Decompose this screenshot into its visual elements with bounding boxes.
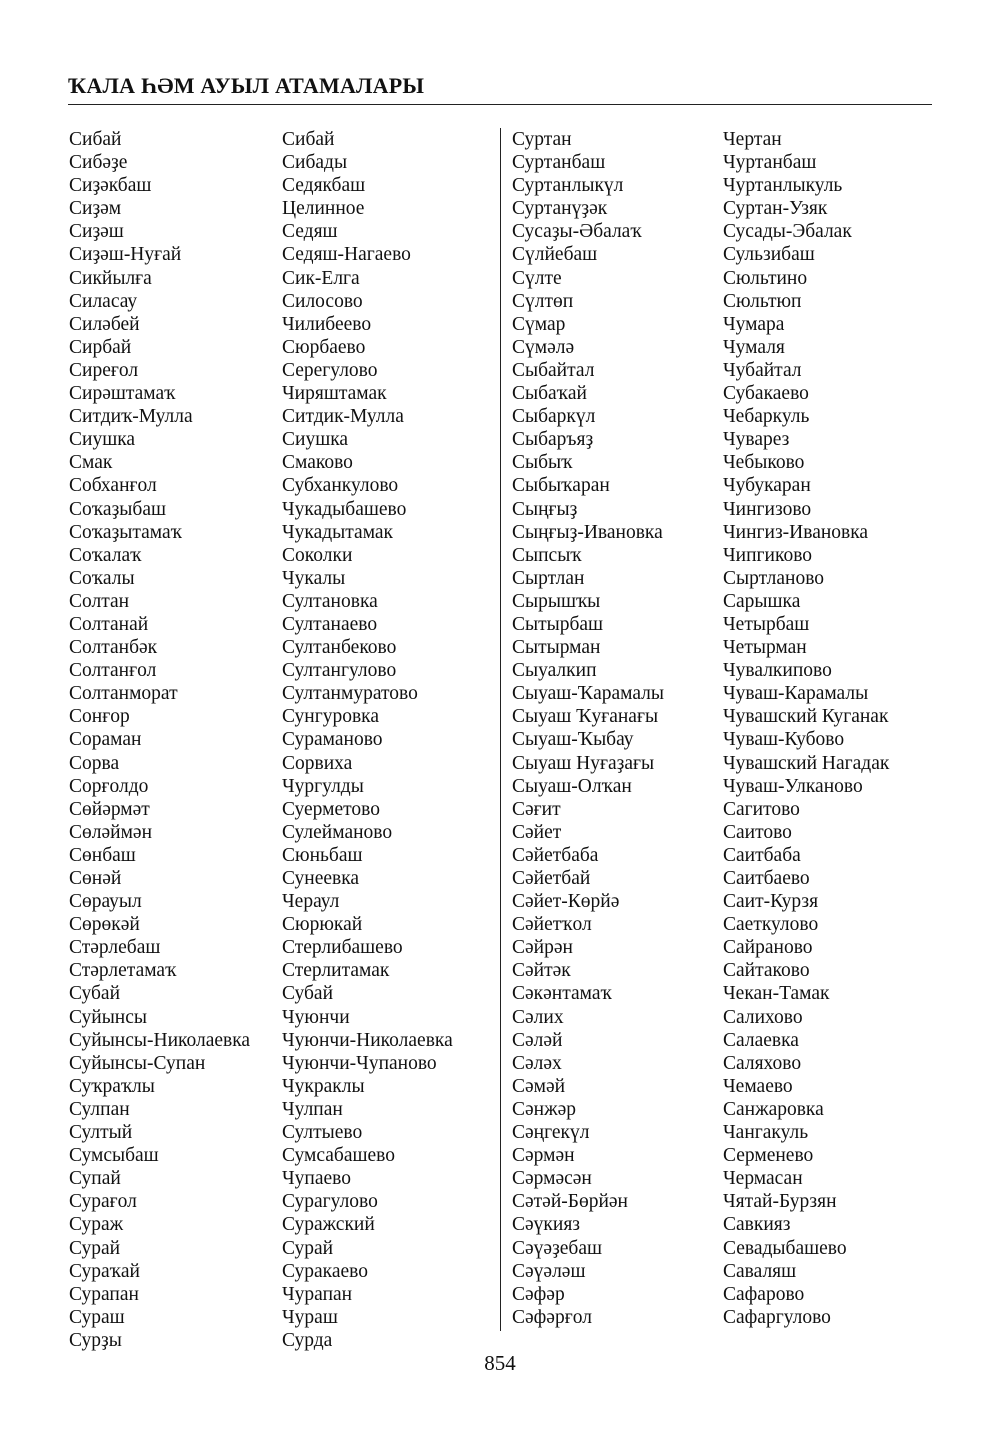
- place-name: Сырышҡы: [512, 590, 601, 612]
- place-name: Сиреғол: [69, 359, 139, 381]
- place-name: Сиҙәм: [69, 198, 122, 220]
- place-name: Сибай: [69, 129, 122, 150]
- place-name: Суртан-Узяк: [723, 198, 828, 220]
- place-name: Чебаркуль: [723, 406, 810, 428]
- place-name: Сәйетҡол: [512, 914, 592, 936]
- place-name: Сәрмәсән: [512, 1168, 592, 1190]
- place-name: Сөрауыл: [69, 891, 142, 913]
- place-name: Сикйылға: [69, 267, 152, 289]
- place-name: Сураманово: [282, 729, 383, 751]
- place-name: Суртан: [512, 129, 572, 150]
- place-name: Сунеевка: [282, 868, 360, 889]
- place-name: Сафаргулово: [723, 1306, 831, 1328]
- place-name: Сәүәләш: [512, 1260, 586, 1282]
- place-name: Сыңғыҙ: [512, 498, 578, 520]
- place-name: Чертан: [723, 129, 782, 150]
- place-name: Сәғит: [512, 798, 561, 820]
- place-name: Сурай: [282, 1237, 334, 1259]
- place-name: Салаевка: [723, 1029, 799, 1051]
- place-name: Сыуаш-Олҡан: [512, 775, 632, 797]
- place-name: Чермасан: [723, 1168, 803, 1190]
- place-name: Санжаровка: [723, 1098, 824, 1120]
- place-name: Сыбыҡаран: [512, 475, 610, 497]
- place-name: Сәүкияз: [512, 1214, 580, 1236]
- place-name: Сурагулово: [282, 1191, 378, 1213]
- place-name: Сыбаръяҙ: [512, 429, 594, 451]
- place-name: Сыпсыҡ: [512, 544, 582, 566]
- place-name: Сөләймән: [69, 821, 153, 843]
- place-name: Чувашский Нагадак: [723, 752, 890, 774]
- place-name: Суҡраҡлы: [69, 1075, 155, 1097]
- place-name: Сураж: [69, 1214, 124, 1236]
- place-name: Сюльтино: [723, 267, 808, 289]
- place-name: Султанбеково: [282, 637, 397, 659]
- place-name: Сусаҙы-Әбалаҡ: [512, 221, 642, 243]
- place-name: Соколки: [282, 544, 353, 566]
- place-name: Чубукаран: [723, 475, 811, 497]
- place-name: Сәнжәр: [512, 1098, 576, 1120]
- place-name: Чуварез: [723, 429, 790, 451]
- page-number: 854: [484, 1351, 516, 1375]
- place-name: Сюньбаш: [282, 844, 363, 866]
- place-name: Чераул: [282, 891, 340, 913]
- place-name: Сурай: [69, 1237, 121, 1259]
- place-name: Силосово: [282, 290, 363, 312]
- place-name: Савкияз: [723, 1214, 791, 1236]
- place-name: Сәңгекүл: [512, 1122, 590, 1144]
- place-name: Саит-Курзя: [723, 891, 819, 913]
- place-name: Сәлих: [512, 1006, 564, 1028]
- place-name: Сорва: [69, 752, 120, 774]
- place-name: Силасау: [69, 290, 138, 312]
- place-name: Сарышка: [723, 590, 801, 612]
- place-name: Седяш-Нагаево: [282, 244, 411, 266]
- place-name: Чуваш-Улканово: [723, 775, 863, 797]
- place-name: Сиҙәкбаш: [69, 175, 152, 197]
- place-name: Сәләх: [512, 1052, 562, 1074]
- place-name: Стәрлебаш: [69, 937, 161, 959]
- place-name: Сыртланово: [723, 567, 825, 589]
- place-name: Чиряштамак: [282, 383, 387, 405]
- place-name: Сюрбаево: [282, 336, 366, 358]
- place-name: Соҡалаҡ: [69, 544, 142, 566]
- place-name: Чукалы: [282, 567, 346, 589]
- place-name: Сәйетбай: [512, 868, 591, 889]
- place-name: Четырбаш: [723, 613, 810, 635]
- place-name: Чангакуль: [723, 1122, 809, 1144]
- place-name: Сибай: [282, 129, 335, 150]
- place-name: Сыбыҡ: [512, 452, 573, 474]
- place-name: Соҡаҙыбаш: [69, 498, 166, 520]
- place-name: Салихово: [723, 1006, 803, 1028]
- place-name: Сыуаш-Ҡыбау: [512, 729, 634, 751]
- place-name: Сөйәрмәт: [69, 798, 150, 820]
- place-name: Смак: [69, 452, 113, 474]
- place-name: Сәтәй-Бөрйән: [512, 1191, 628, 1213]
- place-name: Чувалкипово: [723, 660, 832, 682]
- place-name: Сонғор: [69, 706, 130, 728]
- place-name: Сиҙәш: [69, 221, 124, 243]
- place-name: Сафарово: [723, 1283, 805, 1305]
- place-name: Сыуаш Нуғаҙағы: [512, 752, 655, 774]
- column-russian-left: [282, 128, 453, 1352]
- place-name: Субай: [69, 983, 121, 1005]
- place-name: Сулпан: [69, 1098, 130, 1120]
- column-russian-right: [723, 128, 889, 1329]
- place-name: Сик-Елга: [282, 267, 360, 289]
- place-name: Сәфәр: [512, 1283, 565, 1305]
- place-name: Субай: [282, 983, 334, 1005]
- place-name: Сурапан: [69, 1283, 139, 1305]
- place-name: Серегулово: [282, 359, 378, 381]
- place-name: Сульзибаш: [723, 244, 815, 266]
- place-name: Сәйет: [512, 821, 562, 843]
- place-name: Стәрлетамаҡ: [69, 960, 177, 982]
- place-name: Султановка: [282, 590, 378, 612]
- place-name: Сибәҙе: [69, 152, 128, 174]
- place-name: Чилибеево: [282, 313, 372, 335]
- place-name: Сыуалкип: [512, 660, 597, 682]
- place-name: Сорғолдо: [69, 775, 149, 797]
- place-name: Суерметово: [282, 798, 380, 820]
- place-name: Чулпан: [282, 1098, 343, 1120]
- page-header: [68, 70, 932, 105]
- place-name: Сулейманово: [282, 821, 393, 843]
- place-name: Солтанай: [69, 613, 149, 635]
- place-name: Сайраново: [723, 937, 813, 959]
- place-name: Седякбаш: [282, 175, 366, 197]
- place-name: Сәрмән: [512, 1145, 575, 1167]
- place-name: Супай: [69, 1168, 121, 1190]
- place-name: Чуюнчи-Николаевка: [282, 1029, 453, 1051]
- place-name: Ситдик-Мулла: [282, 406, 404, 428]
- place-name: Султангулово: [282, 660, 397, 682]
- place-name: Чингизово: [723, 498, 812, 520]
- place-name: Чумаля: [723, 336, 785, 358]
- place-name: Чемаево: [723, 1075, 793, 1097]
- place-name: Чураш: [282, 1306, 338, 1328]
- place-name: Сөрөкәй: [69, 914, 140, 936]
- place-name: Стерлибашево: [282, 937, 403, 959]
- place-name: Саляхово: [723, 1052, 802, 1074]
- place-name: Сәләй: [512, 1029, 563, 1051]
- place-name: Сүмәлә: [512, 336, 575, 358]
- place-name: Сыуаш-Ҡарамалы: [512, 683, 665, 705]
- place-name: Султыево: [282, 1122, 363, 1144]
- place-name: Сурда: [282, 1329, 333, 1351]
- place-name: Серменево: [723, 1145, 814, 1167]
- place-name: Субакаево: [723, 383, 809, 405]
- place-name: Сорвиха: [282, 752, 353, 774]
- place-name: Сураш: [69, 1306, 125, 1328]
- place-name: Четырман: [723, 637, 807, 659]
- page-title: ҠАЛА ҺӘМ АУЫЛ АТАМАЛАРЫ: [68, 73, 425, 98]
- place-name: Целинное: [282, 198, 365, 220]
- place-name: Сунгуровка: [282, 706, 379, 728]
- place-name: Севадыбашево: [723, 1237, 847, 1259]
- place-name: Сүлйебаш: [512, 244, 598, 266]
- place-name: Саваляш: [723, 1260, 797, 1282]
- place-name: Соҡалы: [69, 567, 135, 589]
- place-name: Сиушка: [282, 429, 349, 451]
- place-name: Чингиз-Ивановка: [723, 521, 869, 543]
- place-name: Сурҙы: [69, 1329, 122, 1351]
- place-name: Чипгиково: [723, 544, 813, 566]
- place-name: Сиушка: [69, 429, 136, 451]
- place-name: Сыңғыҙ-Ивановка: [512, 521, 663, 543]
- place-name: Чекан-Тамак: [723, 983, 830, 1005]
- place-name: Сытырман: [512, 637, 601, 659]
- place-name: Сөнәй: [69, 868, 122, 889]
- place-name: Сәйетбаба: [512, 844, 599, 866]
- place-name: Суйынсы-Николаевка: [69, 1029, 251, 1051]
- place-name: Чукадытамак: [282, 521, 394, 543]
- place-name: Чуртанбаш: [723, 152, 817, 174]
- place-name: Солтанбәк: [69, 637, 158, 659]
- place-name: Сибады: [282, 152, 348, 174]
- place-name: Чуртанлыкуль: [723, 175, 843, 197]
- column-bashkir-left: [69, 128, 250, 1352]
- place-name: Чуюнчи: [282, 1006, 350, 1028]
- place-name: Саеткулово: [723, 914, 819, 936]
- place-name: Ситдиҡ-Мулла: [69, 406, 193, 428]
- place-name: Сәмәй: [512, 1075, 566, 1097]
- place-name: Султанмуратово: [282, 683, 418, 705]
- place-name: Смаково: [282, 452, 353, 474]
- place-name: Сораман: [69, 729, 142, 751]
- place-name: Суракаево: [282, 1260, 368, 1282]
- place-name: Суртанбаш: [512, 152, 606, 174]
- place-name: Саитбаба: [723, 844, 801, 866]
- place-name: Сәфәрғол: [512, 1306, 592, 1328]
- place-name: Суртанлыкүл: [512, 175, 624, 197]
- place-name: Седяш: [282, 221, 338, 243]
- column-divider: [500, 128, 501, 1331]
- place-name: Сагитово: [723, 798, 800, 820]
- place-name: Сиҙәш-Нуғай: [69, 244, 182, 266]
- place-name: Сыбайтал: [512, 359, 595, 381]
- place-name: Сайтаково: [723, 960, 810, 982]
- place-name: Сәкәнтамаҡ: [512, 983, 612, 1005]
- place-name: Солтанморат: [69, 683, 178, 705]
- place-name: Султанаево: [282, 613, 378, 635]
- place-name: Чукраклы: [282, 1075, 365, 1097]
- place-name: Чувашский Куганак: [723, 706, 889, 728]
- place-name: Собханғол: [69, 475, 157, 497]
- place-name: Чургулды: [282, 775, 364, 797]
- place-name: Сәйтәк: [512, 960, 571, 982]
- place-name: Сюрюкай: [282, 914, 363, 936]
- place-name: Силәбей: [69, 313, 140, 335]
- place-name: Суйынсы-Супан: [69, 1052, 206, 1074]
- place-name: Сыбаркүл: [512, 406, 596, 428]
- place-name: Сүлте: [512, 267, 562, 289]
- place-name: Сумсыбаш: [69, 1145, 159, 1167]
- place-name: Суйынсы: [69, 1006, 147, 1028]
- column-bashkir-right: [512, 128, 664, 1329]
- place-name: Сытырбаш: [512, 613, 604, 635]
- place-name: Суртанүҙәк: [512, 198, 608, 220]
- place-name: Чукадыбашево: [282, 498, 407, 520]
- place-name: Сусады-Эбалак: [723, 221, 852, 243]
- place-name: Стерлитамак: [282, 960, 390, 982]
- place-name: Сурағол: [69, 1191, 137, 1213]
- place-name: Саитбаево: [723, 868, 810, 889]
- place-name: Чубайтал: [723, 359, 802, 381]
- place-name: Чуваш-Карамалы: [723, 683, 869, 705]
- place-name: Солтанғол: [69, 660, 157, 682]
- place-name: Солтан: [69, 590, 130, 612]
- place-name: Сирәштамаҡ: [69, 383, 176, 405]
- place-name: Чятай-Бурзян: [723, 1191, 837, 1213]
- place-name: Сөнбаш: [69, 844, 136, 866]
- place-name: Сәйет-Көрйә: [512, 891, 620, 913]
- place-name: Чебыково: [723, 452, 805, 474]
- place-name: Соҡаҙытамаҡ: [69, 521, 182, 543]
- place-name: Сәүәҙебаш: [512, 1237, 603, 1259]
- place-name: Суражский: [282, 1214, 375, 1236]
- place-name: Сәйрән: [512, 937, 573, 959]
- place-name: Султый: [69, 1122, 133, 1144]
- place-name: Сюльтюп: [723, 290, 802, 312]
- place-name: Чуваш-Кубово: [723, 729, 845, 751]
- place-name: Сүмар: [512, 313, 566, 335]
- place-name: Сумсабашево: [282, 1145, 395, 1167]
- place-name: Чумара: [723, 313, 785, 335]
- place-name: Чурапан: [282, 1283, 353, 1305]
- place-name: Сыбаҡай: [512, 383, 587, 405]
- place-name: Саитово: [723, 821, 792, 843]
- place-name: Чуюнчи-Чупаново: [282, 1052, 437, 1074]
- place-name: Сирбай: [69, 336, 132, 358]
- place-name: Сыртлан: [512, 567, 585, 589]
- place-name: Чупаево: [282, 1168, 351, 1190]
- place-name: Сүлтөп: [512, 290, 574, 312]
- place-name: Сураҡай: [69, 1260, 140, 1282]
- place-name: Субханкулово: [282, 475, 399, 497]
- place-name: Сыуаш Ҡуғанағы: [512, 706, 659, 728]
